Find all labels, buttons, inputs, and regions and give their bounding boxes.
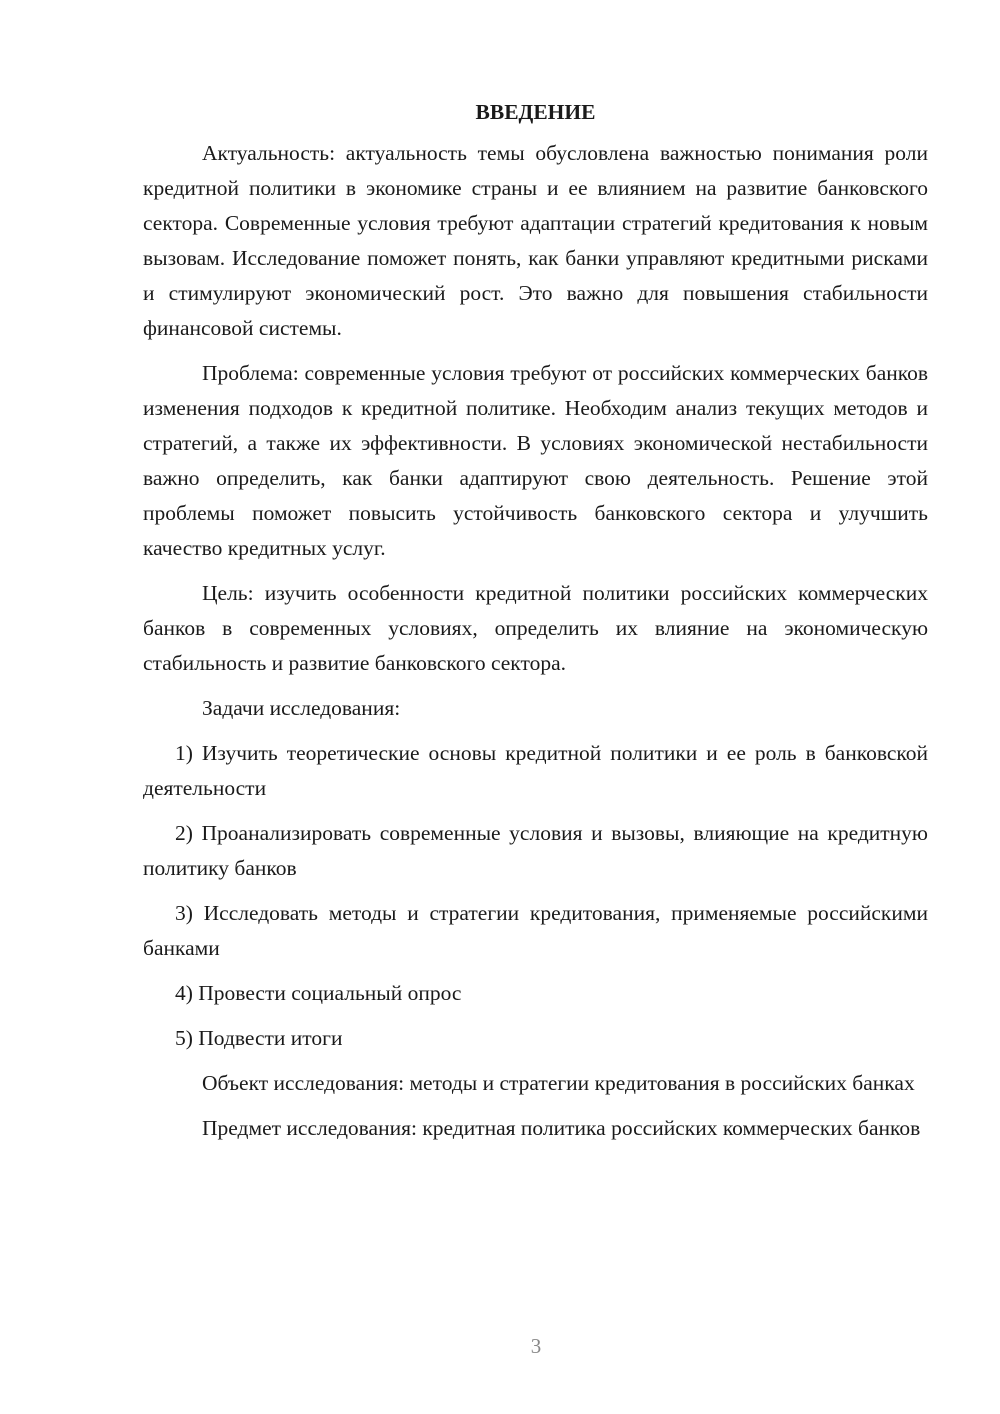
- task-item-1: 1) Изучить теоретические основы кредитной политики и ее роль в банковской деятельности: [143, 741, 928, 800]
- task-item-2: 2) Проанализировать современные условия и вызовы, влияющие на кредитную политику банков: [143, 821, 928, 880]
- page-number: 3: [530, 1334, 542, 1358]
- task-item-5: 5) Подвести итоги: [175, 1026, 343, 1050]
- paragraph-subject: Предмет исследования: кредитная политика российских коммерческих банков: [202, 1116, 921, 1140]
- task-item-4: 4) Провести социальный опрос: [175, 981, 462, 1005]
- paragraph-problem: Проблема: современные условия требуют от российских коммерческих банков изменения подходов к кредитной политике. Необходим анализ текущих методов и стратегий, а также их эффективности. В условиях экономической нестабильности важно определить, как банки адаптируют свою деятельность. Решение этой проблемы поможет повысить устойчивость банковского сектора и улучшить качество кредитных услуг.: [143, 361, 928, 560]
- page-content: [143, 95, 928, 1156]
- paragraph-goal: Цель: изучить особенности кредитной политики российских коммерческих банков в современных условиях, определить их влияние на экономическую стабильность и развитие банковского сектора.: [143, 581, 928, 675]
- tasks-title: Задачи исследования:: [202, 696, 401, 720]
- section-heading: ВВЕДЕНИЕ: [475, 100, 596, 124]
- paragraph-relevance: Актуальность: актуальность темы обусловлена важностью понимания роли кредитной политики в экономике страны и ее влиянием на развитие банковского сектора. Современные условия требуют адаптации стратегий кредитования к новым вызовам. Исследование поможет понять, как банки управляют кредитными рисками и стимулируют экономический рост. Это важно для повышения стабильности финансовой системы.: [143, 141, 928, 340]
- task-item-3: 3) Исследовать методы и стратегии кредитования, применяемые российскими банками: [143, 901, 928, 960]
- paragraph-object: Объект исследования: методы и стратегии кредитования в российских банках: [202, 1071, 915, 1095]
